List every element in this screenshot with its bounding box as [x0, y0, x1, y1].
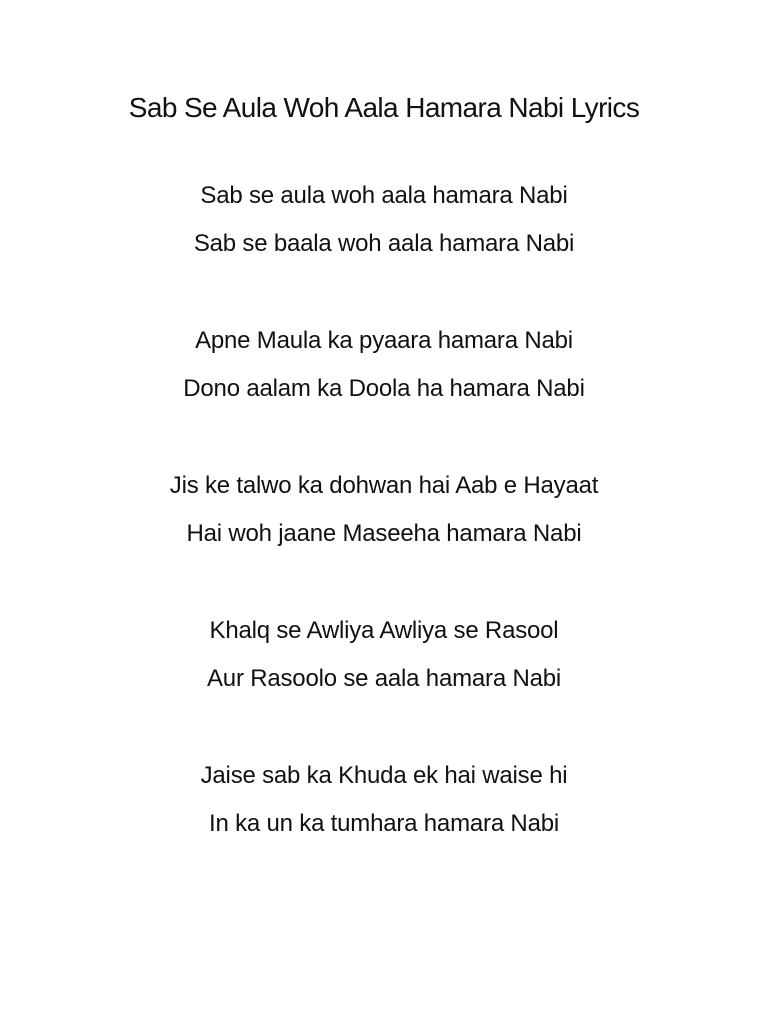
lyric-line: Dono aalam ka Doola ha hamara Nabi — [183, 375, 585, 402]
lyric-line: Sab se aula woh aala hamara Nabi — [200, 182, 568, 209]
stanza-1 — [0, 172, 768, 268]
lyric-line: Jaise sab ka Khuda ek hai waise hi — [200, 762, 568, 789]
lyric-line: Sab se baala woh aala hamara Nabi — [193, 230, 575, 257]
lyric-line: Aur Rasoolo se aala hamara Nabi — [207, 665, 561, 692]
stanza-3 — [0, 462, 768, 558]
lyric-line: Khalq se Awliya Awliya se Rasool — [209, 617, 559, 644]
lyric-line: Hai woh jaane Maseeha hamara Nabi — [186, 520, 582, 547]
lyric-line: In ka un ka tumhara hamara Nabi — [209, 810, 559, 837]
lyric-line: Jis ke talwo ka dohwan hai Aab e Hayaat — [169, 472, 599, 499]
lyric-line: Apne Maula ka pyaara hamara Nabi — [195, 327, 573, 354]
stanza-4 — [0, 607, 768, 703]
page-title: Sab Se Aula Woh Aala Hamara Nabi Lyrics — [128, 92, 640, 123]
stanza-5 — [0, 752, 768, 848]
stanza-2 — [0, 317, 768, 413]
